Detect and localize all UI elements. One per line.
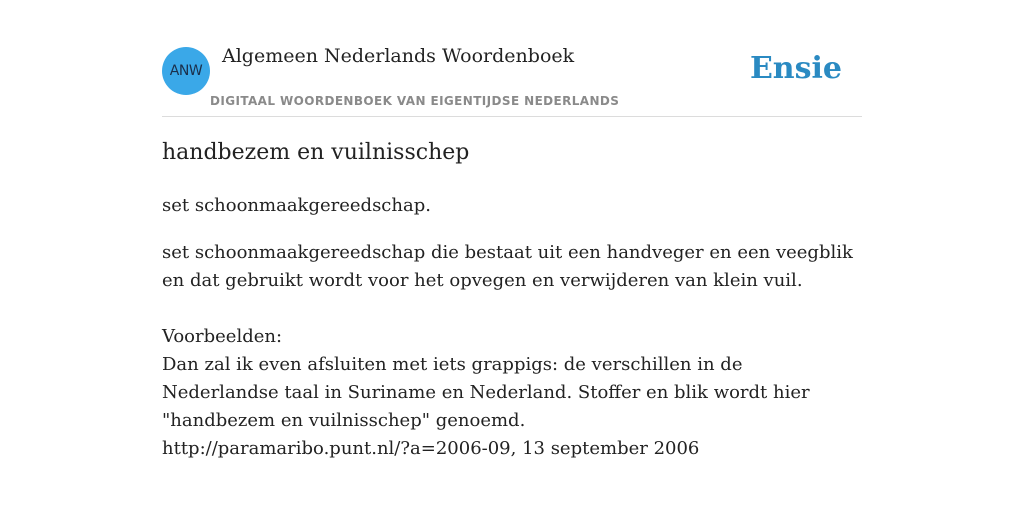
- long-definition: set schoonmaakgereedschap die bestaat uit een handveger en een veegblik en dat gebruikt wordt voor het opvegen en verwijderen van klein vuil.: [162, 242, 853, 291]
- entry-term: handbezem en vuilnisschep: [162, 140, 470, 165]
- examples-label: Voorbeelden:: [162, 326, 283, 347]
- anw-logo[interactable]: ANW: [162, 47, 210, 95]
- site-title[interactable]: Algemeen Nederlands Woordenboek: [222, 45, 575, 67]
- example-text: Dan zal ik even afsluiten met iets grappigs: de verschillen in de Nederlandse taal in Suriname en Nederland. Stoffer en blik wordt hier "handbezem en vuilnisschep" genoemd.: [162, 354, 810, 431]
- ensie-brand-logo[interactable]: Ensie: [749, 51, 842, 86]
- site-header: [162, 0, 862, 117]
- examples-section: [162, 323, 862, 463]
- site-tagline: DIGITAAL WOORDENBOEK VAN EIGENTIJDSE NEDERLANDS: [210, 94, 620, 108]
- short-definition: set schoonmaakgereedschap.: [162, 195, 431, 216]
- page: [162, 0, 862, 512]
- example-source: http://paramaribo.punt.nl/?a=2006-09, 13 september 2006: [162, 438, 700, 459]
